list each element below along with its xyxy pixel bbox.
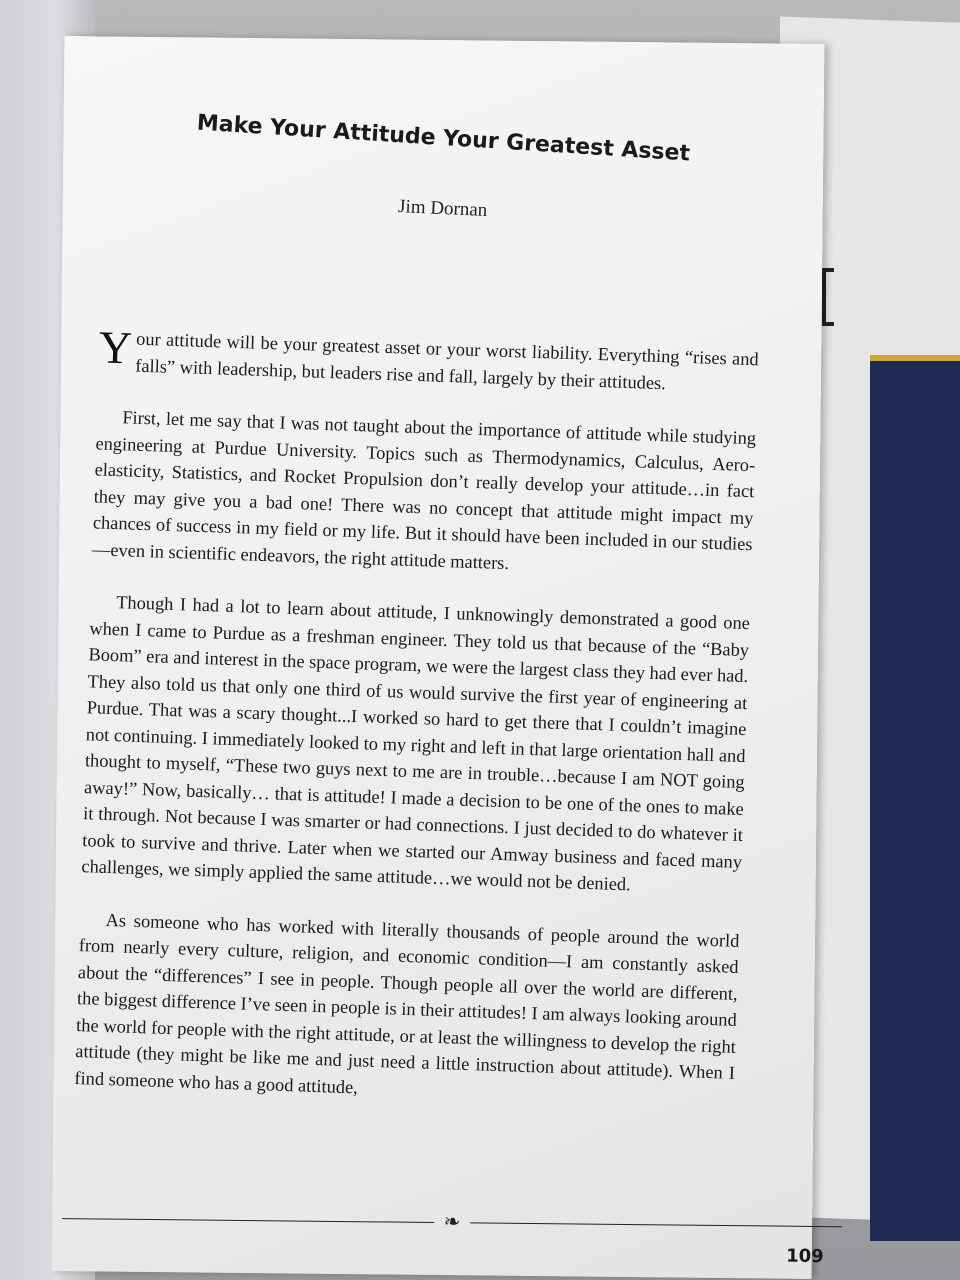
body-text (73, 321, 760, 1138)
footer-ornament (62, 1208, 842, 1236)
drop-cap: Y (97, 321, 133, 374)
cover-bracket-mark (822, 268, 834, 326)
page-number: 109 (786, 1245, 824, 1268)
paragraph-3: Though I had a lot to learn about attitude, I unknowingly demonstrated a good one when I came to Purdue as a freshman engineer. They told us that because of the “Baby Boom” era and interest in the space program, we were the largest class they had ever had. They also told us that only one third of us would survive the first year of engineering at Purdue. That was a scary thought...I worked so hard to get there that I couldn’t imagine not continuing. I immediately looked to my right and left in that large orientation hall and thought to myself, “These two guys next to me are in trouble…because I am NOT going away!” Now, basically… that is attitude! I made a decision to be one of the ones to make it through. Not because I was smarter or had connections. I just decided to do whatever it took to survive and thrive. Later when we started our Amway business and faced many challenges, we simply applied the same attitude…we would not be denied. (81, 592, 751, 895)
cover-navy-band (870, 355, 960, 1241)
fleuron-icon: ❧ (443, 1211, 461, 1234)
paragraph-2: First, let me say that I was not taught about the importance of attitude while studying engineering at Purdue University. Topics such as Thermodynamics, Calculus, Aero-elasticity, Statistics, and Rocket Propulsion don’t really develop your attitude…in fact they may give you a bad one! There was no concept that attitude might impact my chances of success in my field or my life. But it should have been included in our studies—even in scientific endeavors, the right attitude matters. (91, 407, 757, 573)
book-page (52, 36, 825, 1279)
chapter-title: Make Your Attitude Your Greatest Asset (196, 110, 691, 167)
paragraph-1-text: our attitude will be your greatest asset or your worst liability. Everything “rises and falls” with leadership, but leaders rise and fall, largely by their attitudes. (135, 328, 760, 393)
paragraph-1 (97, 321, 760, 399)
footer-rule-right (470, 1222, 842, 1227)
paragraph-4: As someone who has worked with literally thousands of people around the world from nearly every culture, religion, and economic condition—I am constantly asked about the “differences” I see in people. Though people all over the world are different, the biggest difference I’ve seen in people is in their attitudes! I am always looking around the world for people with the right attitude, or at least the willingness to develop the right attitude (they might be like me and just need a little instruction about attitude). When I find someone who has a good attitude, (74, 909, 740, 1097)
footer-rule-left (62, 1218, 434, 1223)
author-name: Jim Dornan (397, 196, 488, 222)
